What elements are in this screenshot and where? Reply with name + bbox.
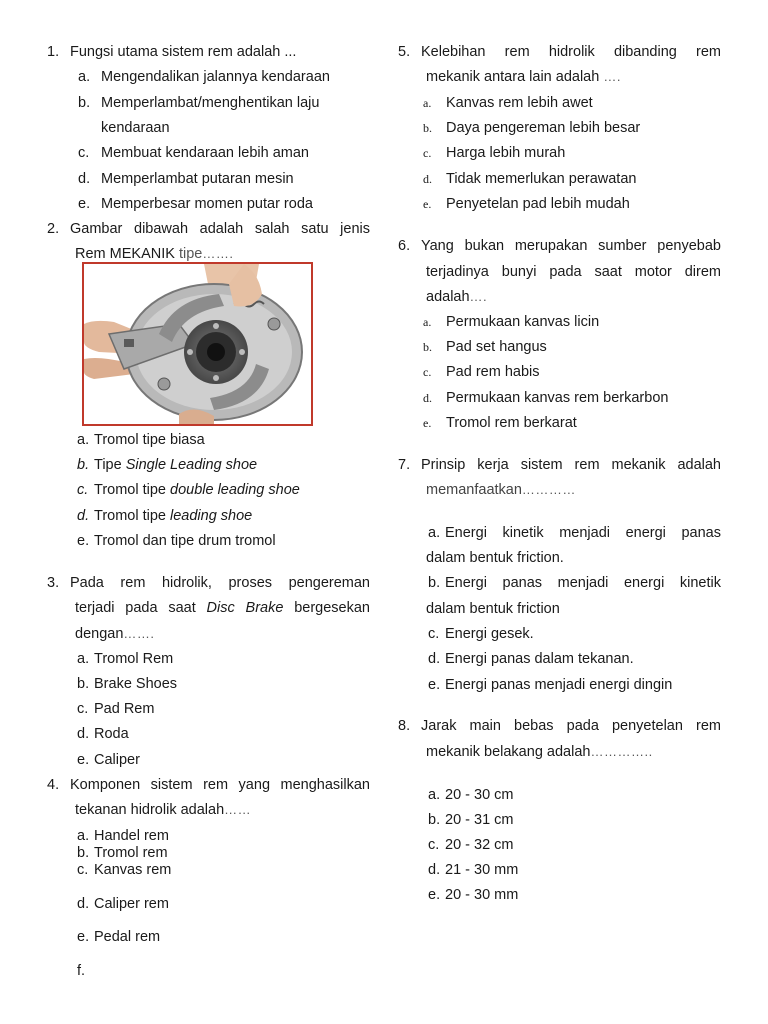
question-text: Gambar dibawah adalah salah satu jenis xyxy=(70,221,370,237)
option-letter: d. xyxy=(423,172,432,186)
question-number: 1. xyxy=(47,44,60,60)
option-letter: e. xyxy=(77,533,90,549)
option-text: Pad rem habis xyxy=(446,364,540,380)
option-text: Kanvas rem xyxy=(94,862,172,878)
option-letter: c. xyxy=(77,701,89,717)
question-number: 7. xyxy=(398,457,411,473)
option-text: Kanvas rem lebih awet xyxy=(446,95,593,111)
option-letter: e. xyxy=(428,677,441,693)
option-text: Tromol rem berkarat xyxy=(446,415,577,431)
option-text: Tromol rem xyxy=(94,845,168,861)
option-letter: d. xyxy=(428,862,441,878)
option-text: Tromol Rem xyxy=(94,651,174,667)
option-letter: a. xyxy=(423,315,432,329)
option-text: 20 - 32 cm xyxy=(445,837,514,853)
option-letter: e. xyxy=(423,416,432,430)
option-letter: a. xyxy=(77,651,90,667)
option-letter: a. xyxy=(77,828,90,844)
option-text: Harga lebih murah xyxy=(446,145,566,161)
option-letter: b. xyxy=(423,121,432,135)
option-text: Permukaan kanvas licin xyxy=(446,314,600,330)
option-text: Pedal rem xyxy=(94,929,161,945)
question-number: 3. xyxy=(47,575,60,591)
question-number: 5. xyxy=(398,44,411,60)
question-text-line2: Rem MEKANIK tipe……. xyxy=(75,246,234,262)
drum-brake-illustration xyxy=(84,264,311,424)
option-text: Energi panas menjadi energi kinetik xyxy=(445,575,721,591)
option-text: Energi kinetik menjadi energi panas xyxy=(445,525,721,541)
option-letter: b. xyxy=(428,575,441,591)
option-letter: e. xyxy=(78,196,91,212)
option-text: Roda xyxy=(94,726,129,742)
option-text: Tromol tipe double leading shoe xyxy=(94,482,300,498)
option-letter: c. xyxy=(428,837,440,853)
option-letter: a. xyxy=(423,96,432,110)
question-text-line3: dengan……. xyxy=(75,626,155,642)
option-letter: a. xyxy=(77,432,90,448)
option-text: Tromol tipe biasa xyxy=(94,432,205,448)
option-text-continued: kendaraan xyxy=(101,120,170,136)
option-letter: a. xyxy=(78,69,91,85)
question-number: 6. xyxy=(398,238,411,254)
question-number: 4. xyxy=(47,777,60,793)
option-letter: f. xyxy=(77,963,86,979)
option-text-continued: dalam bentuk friction. xyxy=(426,550,564,566)
drum-brake-photo xyxy=(82,262,313,426)
option-text: 20 - 30 cm xyxy=(445,787,514,803)
option-letter: a. xyxy=(428,787,441,803)
question-text: Kelebihan rem hidrolik dibanding rem xyxy=(421,44,721,60)
option-text: Daya pengereman lebih besar xyxy=(446,120,641,136)
option-letter: b. xyxy=(77,676,90,692)
option-letter: d. xyxy=(428,651,441,667)
question-text: Jarak main bebas pada penyetelan rem xyxy=(421,718,721,734)
question-text-line3: adalah…. xyxy=(426,289,488,305)
option-text: Caliper xyxy=(94,752,140,768)
question-text: Pada rem hidrolik, proses pengereman xyxy=(70,575,370,591)
option-letter: c. xyxy=(428,626,440,642)
option-letter: b. xyxy=(428,812,441,828)
option-letter: d. xyxy=(423,391,432,405)
question-text: Yang bukan merupakan sumber penyebab xyxy=(421,238,721,254)
option-text: Tromol dan tipe drum tromol xyxy=(94,533,276,549)
option-letter: c. xyxy=(423,365,432,379)
option-text: Pad Rem xyxy=(94,701,155,717)
option-text: Energi panas dalam tekanan. xyxy=(445,651,634,667)
option-text: Tipe Single Leading shoe xyxy=(94,457,258,473)
option-letter: e. xyxy=(423,197,432,211)
option-letter: e. xyxy=(77,929,90,945)
option-text: Memperlambat/menghentikan laju xyxy=(101,95,320,111)
option-letter: c. xyxy=(78,145,90,161)
option-text: Pad set hangus xyxy=(446,339,547,355)
option-letter: d. xyxy=(77,896,90,912)
option-text: Tromol tipe leading shoe xyxy=(94,508,253,524)
option-letter: d. xyxy=(77,726,90,742)
option-text: Penyetelan pad lebih mudah xyxy=(446,196,630,212)
question-text-line2: memanfaatkan………… xyxy=(426,482,576,498)
option-letter: b. xyxy=(78,95,91,111)
option-text: 20 - 30 mm xyxy=(445,887,519,903)
option-text: Membuat kendaraan lebih aman xyxy=(101,145,309,161)
option-text: Permukaan kanvas rem berkarbon xyxy=(446,390,669,406)
option-letter: e. xyxy=(77,752,90,768)
question-text: Fungsi utama sistem rem adalah ... xyxy=(70,44,297,60)
question-text-line2: terjadinya bunyi pada saat motor direm xyxy=(426,264,721,280)
option-text: Handel rem xyxy=(94,828,169,844)
option-text: Memperlambat putaran mesin xyxy=(101,171,294,187)
option-letter: b. xyxy=(77,845,90,861)
option-text: Energi panas menjadi energi dingin xyxy=(445,677,673,693)
question-number: 2. xyxy=(47,221,60,237)
option-letter: c. xyxy=(77,482,89,498)
option-text: Caliper rem xyxy=(94,896,169,912)
question-text-line2: mekanik antara lain adalah …. xyxy=(426,69,621,85)
option-text: Tidak memerlukan perawatan xyxy=(446,171,637,187)
option-letter: e. xyxy=(428,887,441,903)
question-text: Komponen sistem rem yang menghasilkan xyxy=(70,777,370,793)
question-text: Prinsip kerja sistem rem mekanik adalah xyxy=(421,457,721,473)
option-text: Memperbesar momen putar roda xyxy=(101,196,313,212)
question-text-line2: terjadi pada saat Disc Brake bergesekan xyxy=(75,600,370,616)
question-number: 8. xyxy=(398,718,411,734)
question-text-line2: tekanan hidrolik adalah…… xyxy=(75,802,252,818)
question-text-line2: mekanik belakang adalah………….. xyxy=(426,744,653,760)
option-text: Energi gesek. xyxy=(445,626,534,642)
option-letter: d. xyxy=(78,171,91,187)
option-letter: a. xyxy=(428,525,441,541)
option-text: Brake Shoes xyxy=(94,676,178,692)
option-letter: c. xyxy=(423,146,432,160)
option-text: Mengendalikan jalannya kendaraan xyxy=(101,69,330,85)
option-text: 21 - 30 mm xyxy=(445,862,519,878)
option-letter: b. xyxy=(423,340,432,354)
option-letter: d. xyxy=(77,508,90,524)
option-text-continued: dalam bentuk friction xyxy=(426,601,560,617)
option-letter: c. xyxy=(77,862,89,878)
option-text: 20 - 31 cm xyxy=(445,812,514,828)
option-letter: b. xyxy=(77,457,90,473)
